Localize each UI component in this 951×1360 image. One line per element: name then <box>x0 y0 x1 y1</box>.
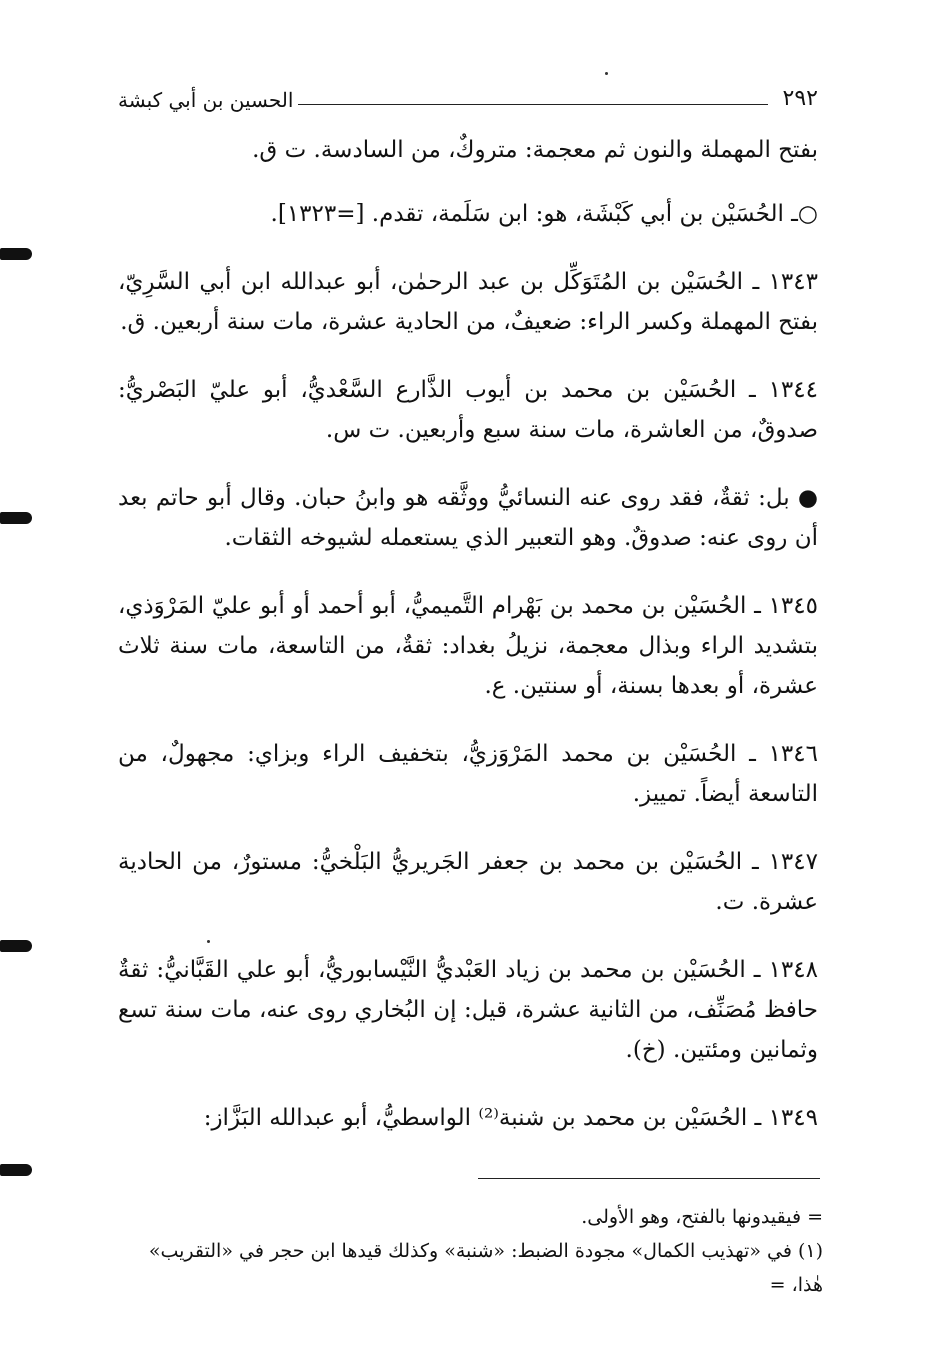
entry-1348: ١٣٤٨ ـ الحُسَيْن بن محمد بن زياد العَبْديُّ النَّيْسابوريُّ، أبو علي القَبَّانيُّ: ثقةٌ حافظ مُصَنِّف، من الثانية عشرة، قيل: إن البُخاري روى عنه، مات سنة تسع وثمانين ومئتين. (خ). <box>118 957 818 1063</box>
header-rule <box>298 104 768 105</box>
entry-1343: ١٣٤٣ ـ الحُسَيْن بن المُتَوَكِّل بن عبد الرحمٰن، أبو عبدالله ابن أبي السَّرِيّ، بفتح المهملة وكسر الراء: ضعيفٌ، من الحادية عشرة، مات سنة أربعين. ق. <box>118 269 818 335</box>
page-number: ٢٩٢ <box>782 86 818 111</box>
margin-binding-mark <box>0 512 32 524</box>
scan-speck <box>605 72 608 75</box>
entry-1345: ١٣٤٥ ـ الحُسَيْن بن محمد بن بَهْرام التَّميميُّ، أبو أحمد أو أبو عليّ المَرْوَذي، بتشديد الراء وبذال معجمة، نزيلُ بغداد: ثقةٌ، من التاسعة، مات سنة ثلاث عشرة، أو بعدها بسنة، أو سنتين. ع. <box>118 593 818 699</box>
entry-1347: ١٣٤٧ ـ الحُسَيْن بن محمد بن جعفر الجَريريُّ البَلْخيُّ: مستورٌ، من الحادية عشرة. ت. <box>118 849 818 915</box>
footnote-rule <box>478 1178 820 1179</box>
page-header <box>118 86 818 126</box>
main-text <box>118 130 818 1166</box>
entry-1346: ١٣٤٦ ـ الحُسَيْن بن محمد المَرْوَزيُّ، بتخفيف الراء وبزاي: مجهولٌ، من التاسعة أيضاً. تمييز. <box>118 741 818 807</box>
entry-continuation: بفتح المهملة والنون ثم معجمة: متروكٌ، من السادسة. ت ق. <box>252 137 818 163</box>
margin-binding-mark <box>0 940 32 952</box>
entry-cross-reference: ○ـ الحُسَيْن بن أبي كَبْشَة، هو: ابن سَلَمة، تقدم. [=١٣٢٣]. <box>270 201 818 227</box>
entry-1349: ١٣٤٩ ـ الحُسَيْن بن محمد بن شنبة⁽²⁾ الواسطيُّ، أبو عبدالله البَزَّاز: <box>203 1105 818 1131</box>
margin-binding-mark <box>0 1164 32 1176</box>
footnote-1: (١) في «تهذيب الكمال» مجودة الضبط: «شنبة» وكذلك قيدها ابن حجر في «التقريب» هٰذا، = <box>148 1240 823 1296</box>
running-title: الحسين بن أبي كبشة <box>118 88 294 112</box>
scan-speck <box>207 940 210 943</box>
footnote-continuation: = فيقيدونها بالفتح، وهو الأولى. <box>581 1206 823 1228</box>
footnotes <box>118 1200 823 1302</box>
entry-1344: ١٣٤٤ ـ الحُسَيْن بن محمد بن أيوب الذَّارع السَّعْديُّ، أبو عليّ البَصْريُّ: صدوقٌ، من العاشرة، مات سنة سبع وأربعين. ت س. <box>118 377 818 443</box>
margin-binding-mark <box>0 248 32 260</box>
editor-comment: ● بل: ثقةٌ، فقد روى عنه النسائيُّ ووثَّقه هو وابنُ حبان. وقال أبو حاتم بعد أن روى عنه: صدوقٌ. وهو التعبير الذي يستعمله لشيوخه الثقات. <box>118 485 818 551</box>
